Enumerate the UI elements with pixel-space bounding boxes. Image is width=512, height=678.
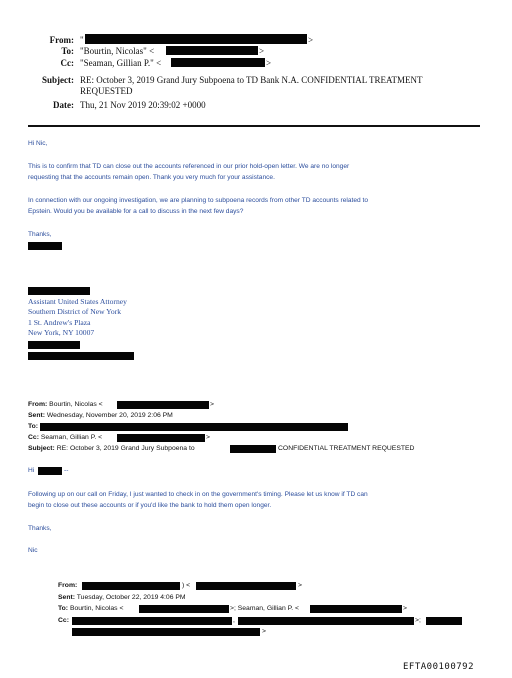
email-header-cc-close: > <box>206 434 210 441</box>
email-header-to: To: Bourtin, Nicolas < <box>58 605 124 612</box>
from-value: " <box>80 35 84 45</box>
body-line: In connection with our ongoing investigation, we are planning to subpoena records from other TD accounts related to <box>28 197 369 204</box>
cc-close: > <box>266 58 272 68</box>
email-header-cc: Cc: Seaman, Gillian P. < <box>28 434 103 441</box>
cc-label: Cc: <box>60 58 74 68</box>
cc-close: > <box>262 628 266 635</box>
signature-title: Assistant United States Attorney <box>28 297 127 306</box>
redaction-block <box>28 242 62 250</box>
redaction-block <box>72 628 260 636</box>
redaction-block <box>82 582 180 590</box>
cc-separator: , <box>233 617 235 624</box>
email-header-to-close: > <box>403 605 407 612</box>
redaction-block <box>139 605 229 613</box>
email-header-subject-tail: CONFIDENTIAL TREATMENT REQUESTED <box>278 445 415 452</box>
email-header-sent: Sent: Wednesday, November 20, 2019 2:06 PM <box>28 412 173 419</box>
email-header-to: To: <box>28 423 39 430</box>
body-line: requesting that the accounts remain open. Thank you very much for your assistance. <box>28 174 275 181</box>
email-header-from-close: > <box>210 401 214 408</box>
redaction-block <box>85 34 307 44</box>
closing: Thanks, <box>28 525 52 532</box>
email-header-to-mid: >; Seaman, Gillian P. < <box>230 605 300 612</box>
redaction-block <box>196 582 296 590</box>
bates-number: EFTA00100792 <box>403 662 475 672</box>
signoff: Nic <box>28 547 38 554</box>
redaction-block <box>72 617 232 625</box>
date-label: Date: <box>53 100 74 110</box>
body-line: This is to confirm that TD can close out the accounts referenced in our prior hold-open letter. We are no longer <box>28 163 350 170</box>
redaction-block <box>117 434 205 442</box>
closing: Thanks, <box>28 231 52 238</box>
email-header-from: From: Bourtin, Nicolas < <box>28 401 103 408</box>
email-header-subject: Subject: RE: October 3, 2019 Grand Jury Subpoena to <box>28 445 195 452</box>
redaction-block <box>28 287 90 295</box>
redaction-block <box>28 352 134 360</box>
cc-separator: >; <box>415 617 421 624</box>
cc-value: "Seaman, Gillian P." < <box>80 58 162 68</box>
from-label: From: <box>49 35 74 45</box>
subject-label: Subject: <box>42 75 74 85</box>
body-line: Epstein. Would you be available for a call to discuss in the next few days? <box>28 208 244 215</box>
email-header-cc: Cc: <box>58 617 69 624</box>
subject-line-2: REQUESTED <box>80 86 133 96</box>
from-close: > <box>308 35 314 45</box>
redaction-block <box>117 401 209 409</box>
body-line: Following up on our call on Friday, I just wanted to check in on the government's timing. Please let us know if TD can <box>28 491 368 498</box>
subject-line-1: RE: October 3, 2019 Grand Jury Subpoena to TD Bank N.A. CONFIDENTIAL TREATMENT <box>80 75 423 85</box>
redaction-block <box>230 445 276 453</box>
greeting: Hi Nic, <box>28 140 48 147</box>
redaction-block <box>40 423 348 431</box>
email-header-from-mid: ) < <box>182 582 191 589</box>
redaction-block <box>310 605 402 613</box>
to-label: To: <box>61 46 74 56</box>
to-value: "Bourtin, Nicolas" < <box>80 46 155 56</box>
greeting-dash: -- <box>64 467 69 474</box>
signature-address: New York, NY 10007 <box>28 328 95 337</box>
email-header-from-close: > <box>298 582 302 589</box>
redaction-block <box>426 617 462 625</box>
to-close: > <box>259 46 265 56</box>
email-header-from: From: <box>58 582 78 589</box>
signature-address: 1 St. Andrew's Plaza <box>28 318 91 327</box>
header-divider <box>28 125 480 127</box>
redaction-block <box>38 467 62 475</box>
redaction-block <box>171 58 265 67</box>
redaction-block <box>166 46 258 55</box>
redaction-block <box>238 617 414 625</box>
redaction-block <box>28 341 80 349</box>
body-line: begin to close out these accounts or if you'd like the bank to hold them open longer. <box>28 502 272 509</box>
signature-office: Southern District of New York <box>28 307 122 316</box>
email-header-sent: Sent: Tuesday, October 22, 2019 4:06 PM <box>58 594 186 601</box>
greeting: Hi <box>28 467 35 474</box>
date-value: Thu, 21 Nov 2019 20:39:02 +0000 <box>80 100 206 110</box>
